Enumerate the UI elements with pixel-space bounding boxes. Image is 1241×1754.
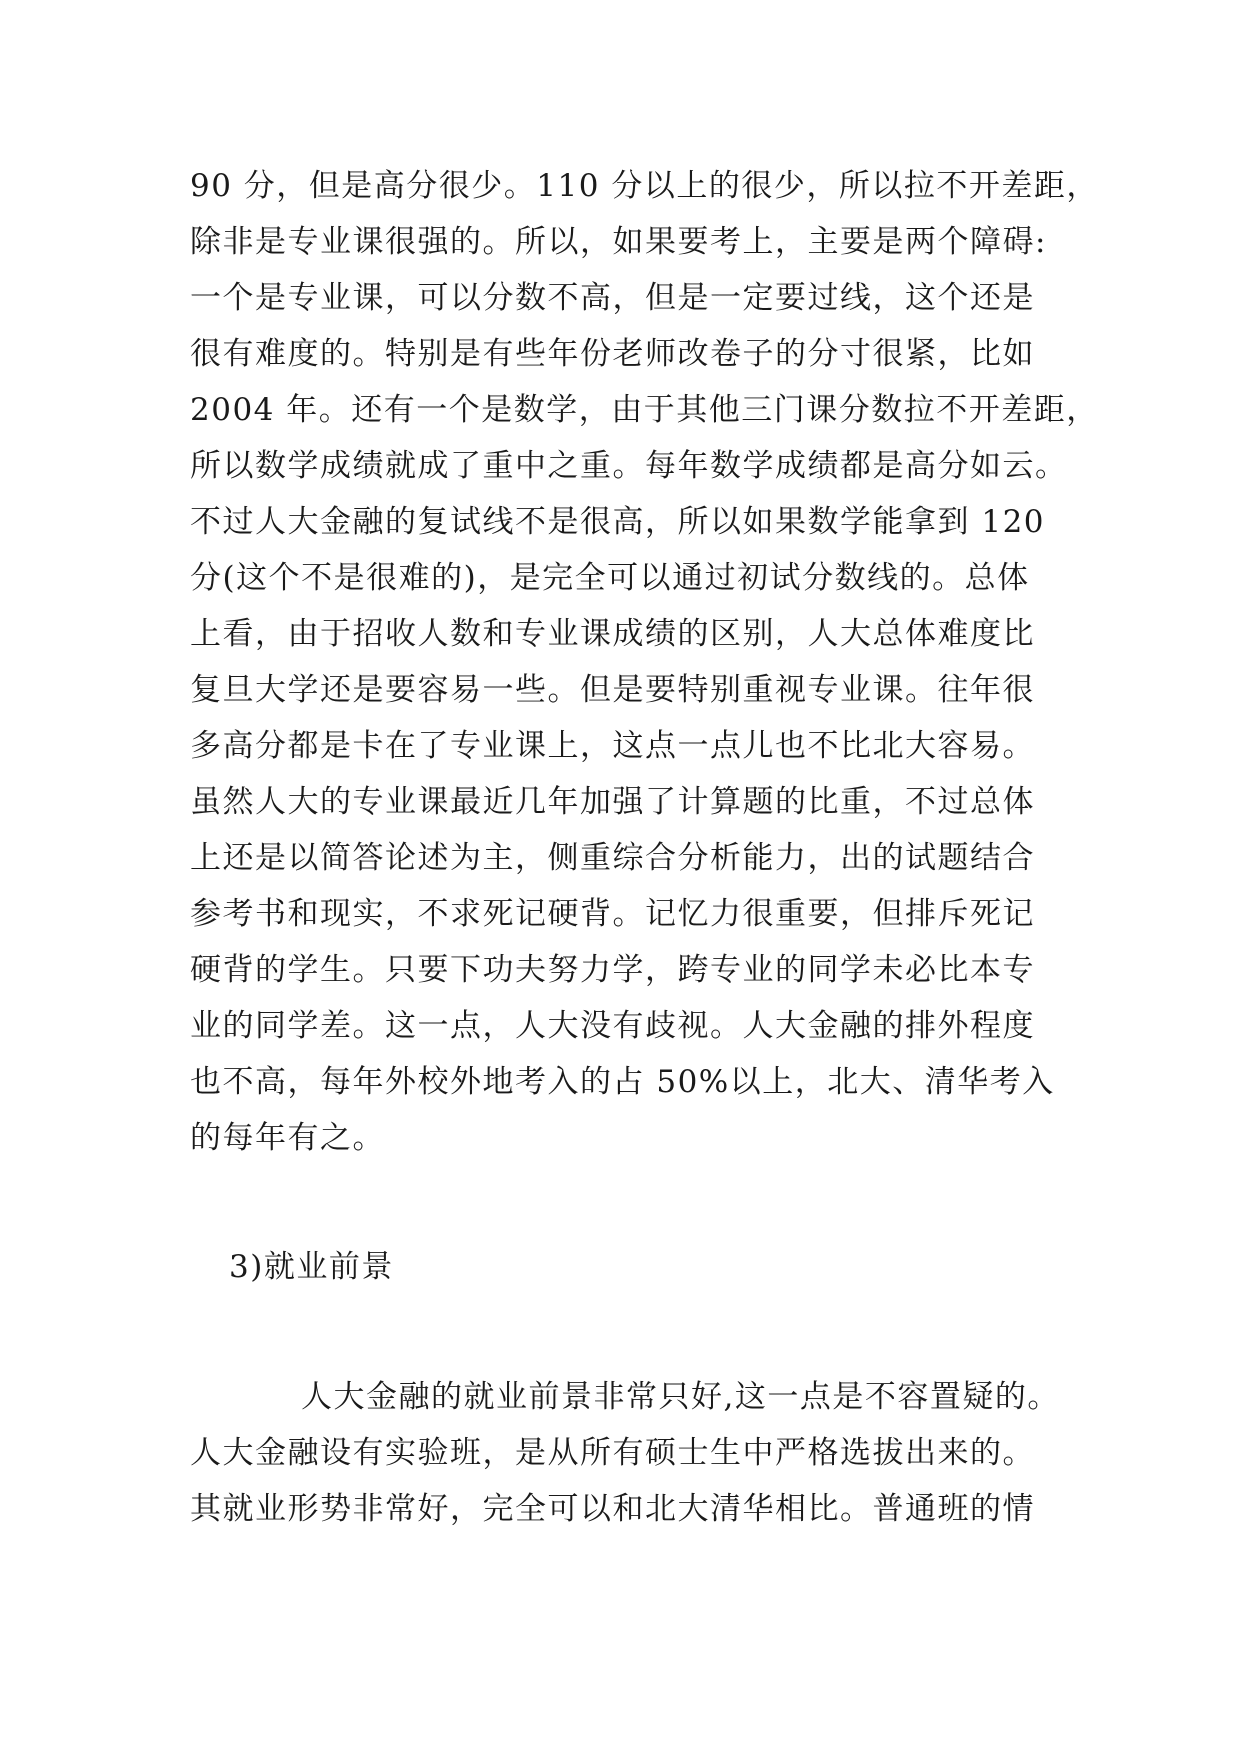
paragraph-line: 分(这个不是很难的)，是完全可以通过初试分数线的。总体 (190, 560, 1030, 596)
paragraph-line: 复旦大学还是要容易一些。但是要特别重视专业课。往年很 (190, 672, 1035, 708)
paragraph-line: 虽然人大的专业课最近几年加强了计算题的比重，不过总体 (190, 784, 1035, 820)
paragraph-line: 不过人大金融的复试线不是很高，所以如果数学能拿到 120 (190, 504, 1046, 540)
paragraph-line: 硬背的学生。只要下功夫努力学，跨专业的同学未必比本专 (190, 952, 1035, 988)
paragraph-line: 2004 年。还有一个是数学，由于其他三门课分数拉不开差距， (190, 392, 1099, 428)
paragraph-line: 参考书和现实，不求死记硬背。记忆力很重要，但排斥死记 (190, 896, 1035, 932)
paragraph-line: 其就业形势非常好，完全可以和北大清华相比。普通班的情 (190, 1491, 1035, 1527)
paragraph-line: 所以数学成绩就成了重中之重。每年数学成绩都是高分如云。 (190, 448, 1068, 484)
paragraph-line: 人大金融设有实验班，是从所有硕士生中严格选拔出来的。 (190, 1435, 1035, 1471)
paragraph-line: 上还是以简答论述为主，侧重综合分析能力，出的试题结合 (190, 840, 1035, 876)
paragraph-line: 人大金融的就业前景非常只好,这一点是不容置疑的。 (301, 1379, 1060, 1415)
paragraph-line: 除非是专业课很强的。所以，如果要考上，主要是两个障碍: (190, 224, 1047, 260)
paragraph-line: 业的同学差。这一点，人大没有歧视。人大金融的排外程度 (190, 1008, 1035, 1044)
paragraph-line: 90 分，但是高分很少。110 分以上的很少，所以拉不开差距， (190, 168, 1099, 204)
section-heading: 3)就业前景 (229, 1249, 394, 1285)
paragraph-line: 很有难度的。特别是有些年份老师改卷子的分寸很紧，比如 (190, 336, 1035, 372)
paragraph-line: 上看，由于招收人数和专业课成绩的区别，人大总体难度比 (190, 616, 1035, 652)
paragraph-line: 一个是专业课，可以分数不高，但是一定要过线，这个还是 (190, 280, 1035, 316)
paragraph-line: 也不高，每年外校外地考入的占 50%以上，北大、清华考入 (190, 1064, 1055, 1100)
paragraph-line: 多高分都是卡在了专业课上，这点一点儿也不比北大容易。 (190, 728, 1035, 764)
paragraph-line: 的每年有之。 (190, 1120, 385, 1156)
